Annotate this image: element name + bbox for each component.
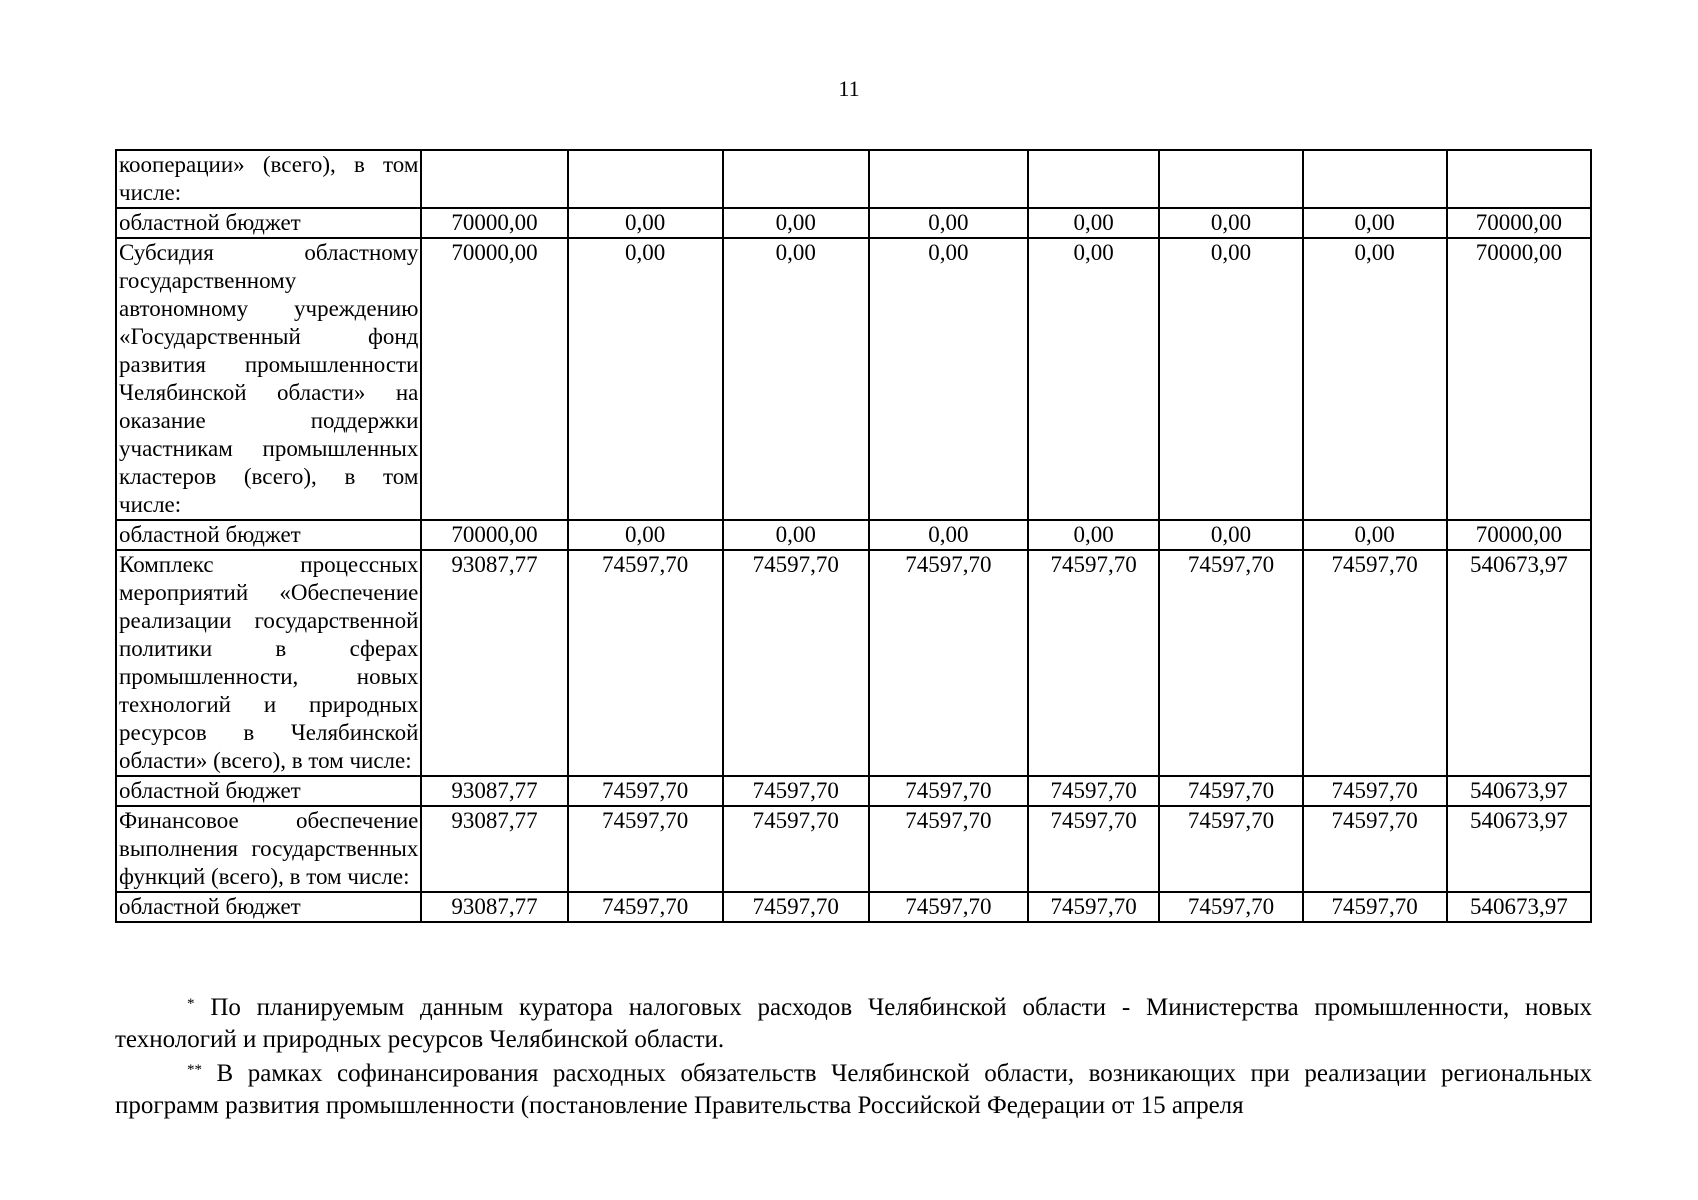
value-cell: 74597,70	[869, 776, 1028, 806]
footnote-text: По планируемым данным куратора налоговых расходов Челябинской области - Министерства промышленности, новых технологий и природных ресурсов Челябинской области.	[115, 994, 1592, 1053]
row-label: Финансовое обеспечение выполнения государственных функций (всего), в том числе:	[116, 806, 421, 892]
value-cell: 74597,70	[1303, 892, 1447, 922]
value-cell: 0,00	[869, 238, 1028, 520]
value-cell: 74597,70	[869, 892, 1028, 922]
table-row	[116, 806, 1591, 892]
value-cell: 74597,70	[723, 806, 869, 892]
footnote-text: В рамках софинансирования расходных обязательств Челябинской области, возникающих при реализации региональных программ развития промышленности (постановление Правительства Российской Федерации от 15 апреля	[115, 1060, 1592, 1119]
value-cell: 74597,70	[1028, 550, 1159, 776]
value-cell: 74597,70	[1159, 776, 1302, 806]
value-cell: 0,00	[1159, 208, 1302, 238]
value-cell: 74597,70	[723, 892, 869, 922]
table-row	[116, 238, 1591, 520]
value-cell: 0,00	[869, 208, 1028, 238]
footnote-mark: *	[187, 996, 195, 1012]
value-cell: 74597,70	[568, 892, 723, 922]
row-label: Субсидия областному государственному автономному учреждению «Государственный фонд развития промышленности Челябинской области» на оказание поддержки участникам промышленных кластеров (всего), в том числе:	[116, 238, 421, 520]
footnote	[115, 992, 1592, 1056]
value-cell: 74597,70	[1159, 550, 1302, 776]
value-cell: 0,00	[1159, 520, 1302, 550]
table-row	[116, 550, 1591, 776]
row-label: областной бюджет	[116, 776, 421, 806]
value-cell: 93087,77	[421, 806, 567, 892]
value-cell	[1028, 150, 1159, 208]
value-cell: 0,00	[1303, 208, 1447, 238]
table-row	[116, 150, 1591, 208]
row-label: областной бюджет	[116, 520, 421, 550]
value-cell: 0,00	[1303, 238, 1447, 520]
row-label: областной бюджет	[116, 208, 421, 238]
value-cell: 70000,00	[421, 520, 567, 550]
value-cell: 0,00	[723, 238, 869, 520]
value-cell: 0,00	[568, 208, 723, 238]
value-cell: 74597,70	[1303, 550, 1447, 776]
table-body	[116, 150, 1591, 922]
value-cell: 70000,00	[421, 208, 567, 238]
table-row	[116, 892, 1591, 922]
value-cell: 93087,77	[421, 550, 567, 776]
value-cell: 0,00	[1303, 520, 1447, 550]
table-row	[116, 776, 1591, 806]
value-cell: 74597,70	[1028, 806, 1159, 892]
value-cell: 74597,70	[1303, 776, 1447, 806]
value-cell	[1159, 150, 1302, 208]
value-cell: 0,00	[568, 238, 723, 520]
value-cell: 0,00	[723, 520, 869, 550]
value-cell	[869, 150, 1028, 208]
value-cell: 540673,97	[1447, 892, 1591, 922]
value-cell: 74597,70	[869, 806, 1028, 892]
value-cell: 70000,00	[421, 238, 567, 520]
value-cell	[421, 150, 567, 208]
row-label: областной бюджет	[116, 892, 421, 922]
value-cell: 70000,00	[1447, 238, 1591, 520]
value-cell: 74597,70	[568, 776, 723, 806]
value-cell: 74597,70	[723, 776, 869, 806]
value-cell: 74597,70	[568, 550, 723, 776]
value-cell: 0,00	[1159, 238, 1302, 520]
value-cell: 0,00	[1028, 520, 1159, 550]
footnote	[115, 1058, 1592, 1122]
value-cell: 540673,97	[1447, 806, 1591, 892]
value-cell: 540673,97	[1447, 776, 1591, 806]
value-cell: 74597,70	[869, 550, 1028, 776]
table-row	[116, 520, 1591, 550]
value-cell	[723, 150, 869, 208]
value-cell: 74597,70	[1028, 892, 1159, 922]
value-cell	[1447, 150, 1591, 208]
row-label: кооперации» (всего), в том числе:	[116, 150, 421, 208]
value-cell	[1303, 150, 1447, 208]
value-cell: 0,00	[869, 520, 1028, 550]
value-cell: 70000,00	[1447, 520, 1591, 550]
value-cell: 0,00	[568, 520, 723, 550]
value-cell: 74597,70	[568, 806, 723, 892]
value-cell: 93087,77	[421, 776, 567, 806]
value-cell: 74597,70	[1159, 806, 1302, 892]
value-cell: 74597,70	[1159, 892, 1302, 922]
row-label: Комплекс процессных мероприятий «Обеспечение реализации государственной политики в сферах промышленности, новых технологий и природных ресурсов в Челябинской области» (всего), в том числе:	[116, 550, 421, 776]
value-cell: 0,00	[723, 208, 869, 238]
value-cell: 70000,00	[1447, 208, 1591, 238]
value-cell: 0,00	[1028, 208, 1159, 238]
value-cell: 74597,70	[723, 550, 869, 776]
value-cell: 0,00	[1028, 238, 1159, 520]
page-number: 11	[838, 76, 860, 101]
value-cell	[568, 150, 723, 208]
value-cell: 93087,77	[421, 892, 567, 922]
budget-table	[115, 149, 1592, 923]
value-cell: 540673,97	[1447, 550, 1591, 776]
footnotes	[115, 992, 1592, 1124]
value-cell: 74597,70	[1028, 776, 1159, 806]
value-cell: 74597,70	[1303, 806, 1447, 892]
table-row	[116, 208, 1591, 238]
footnote-mark: **	[187, 1062, 202, 1078]
